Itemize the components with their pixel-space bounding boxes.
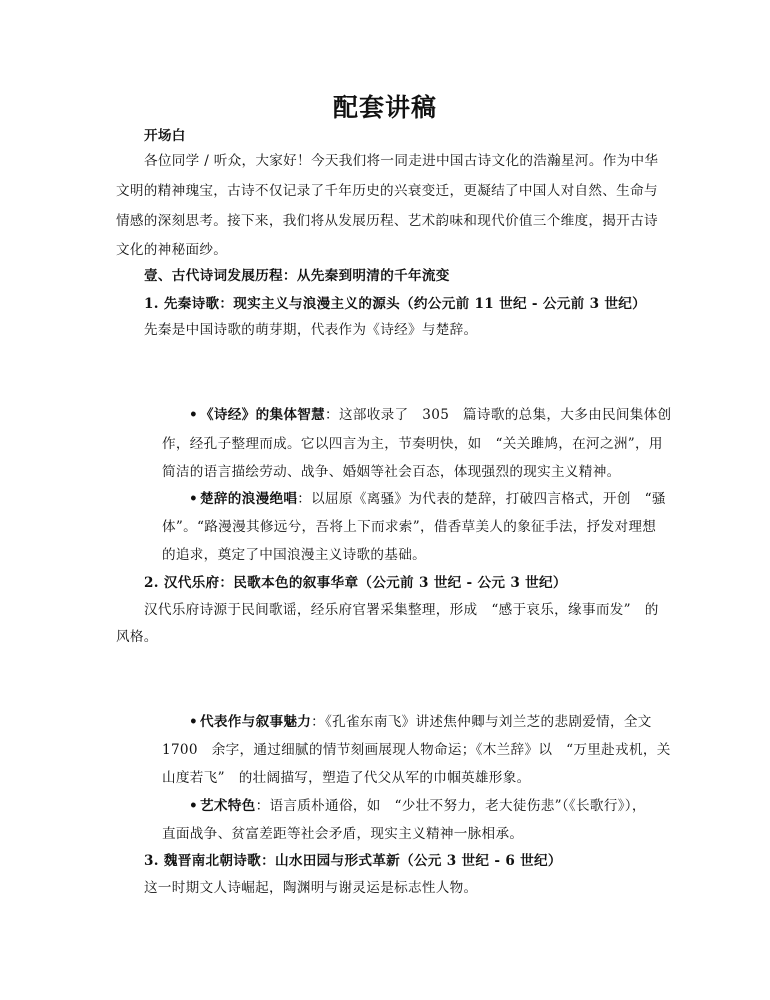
bullet-icon: • — [189, 798, 198, 814]
bullet-icon: • — [189, 491, 198, 507]
sec1-bullet1-line-3: 简洁的语言描绘劳动、战争、婚姻等社会百态，体现强烈的现实主义精神。 — [162, 464, 621, 480]
sec2-bullet2-line-1 — [189, 796, 646, 816]
sec1-bullet1-line-2: 作，经孔子整理而成。它以四言为主，节奏明快，如 “关关雎鸠，在河之洲”，用 — [162, 436, 663, 452]
opening-paragraph-line-2: 文明的精神瑰宝，古诗不仅记录了千年历史的兴衰变迁，更凝结了中国人对自然、生命与 — [116, 183, 658, 199]
sec2-bullet1-text-1: ：《孔雀东南飞》讲述焦仲卿与刘兰芝的悲剧爱情，全文 — [311, 714, 652, 730]
sec1-bullet1-label: 《诗经》的集体智慧 — [200, 407, 326, 423]
sec1-bullet1-text-1: ：这部收录了 305 篇诗歌的总集，大多由民间集体创 — [325, 407, 672, 423]
sec2-bullet1-line-2: 1700 余字，通过细腻的情节刻画展现人物命运；《木兰辞》以 “万里赴戎机，关 — [162, 742, 671, 758]
sec2-bullet1-label: 代表作与叙事魅力 — [200, 714, 312, 730]
sec1-intro: 先秦是中国诗歌的萌芽期，代表作为《诗经》与楚辞。 — [144, 322, 478, 338]
sec2-heading: 2. 汉代乐府：民歌本色的叙事华章（公元前 3 世纪 - 公元 3 世纪） — [144, 575, 567, 591]
opening-paragraph-line-4: 文化的神秘面纱。 — [116, 242, 228, 258]
sec1-bullet2-line-3: 的追求，奠定了中国浪漫主义诗歌的基础。 — [162, 547, 426, 563]
sec2-intro-line-2: 风格。 — [116, 629, 158, 645]
sec1-bullet2-line-2: 体”。“路漫漫其修远兮，吾将上下而求索”，借香草美人的象征手法，抒发对理想 — [162, 519, 657, 535]
sec2-bullet1-line-1 — [189, 712, 652, 732]
bullet-icon: • — [189, 714, 198, 730]
sec2-bullet1-line-3: 山度若飞” 的壮阔描写，塑造了代父从军的巾帼英雄形象。 — [162, 770, 531, 786]
sec3-intro: 这一时期文人诗崛起，陶渊明与谢灵运是标志性人物。 — [144, 880, 478, 896]
page-title: 配套讲稿 — [332, 93, 437, 122]
sec2-bullet2-label: 艺术特色 — [200, 798, 256, 814]
sec1-bullet1-line-1 — [189, 405, 671, 425]
sec3-heading: 3. 魏晋南北朝诗歌：山水田园与形式革新（公元 3 世纪 - 6 世纪） — [144, 853, 562, 869]
sec1-bullet2-text-1: ：以屈原《离骚》为代表的楚辞，打破四言格式，开创 “骚 — [297, 491, 666, 507]
opening-paragraph-line-3: 情感的深刻思考。接下来，我们将从发展历程、艺术韵味和现代价值三个维度，揭开古诗 — [116, 213, 658, 229]
part1-heading: 壹、古代诗词发展历程：从先秦到明清的千年流变 — [144, 268, 450, 284]
sec2-bullet2-text-1: ：语言质朴通俗，如 “少壮不努力，老大徒伤悲”（《长歌行》）， — [255, 798, 646, 814]
sec1-heading: 1. 先秦诗歌：现实主义与浪漫主义的源头（约公元前 11 世纪 - 公元前 3 世纪） — [144, 296, 647, 312]
sec1-bullet2-label: 楚辞的浪漫绝唱 — [200, 491, 298, 507]
bullet-icon: • — [189, 407, 198, 423]
opening-paragraph-line-1: 各位同学 / 听众，大家好！今天我们将一同走进中国古诗文化的浩瀚星河。作为中华 — [144, 153, 659, 169]
sec1-bullet2-line-1 — [189, 489, 666, 509]
sec2-bullet2-line-2: 直面战争、贫富差距等社会矛盾，现实主义精神一脉相承。 — [162, 826, 524, 842]
opening-heading: 开场白 — [144, 128, 186, 144]
sec2-intro-line-1: 汉代乐府诗源于民间歌谣，经乐府官署采集整理，形成 “感于哀乐，缘事而发” 的 — [144, 602, 659, 618]
